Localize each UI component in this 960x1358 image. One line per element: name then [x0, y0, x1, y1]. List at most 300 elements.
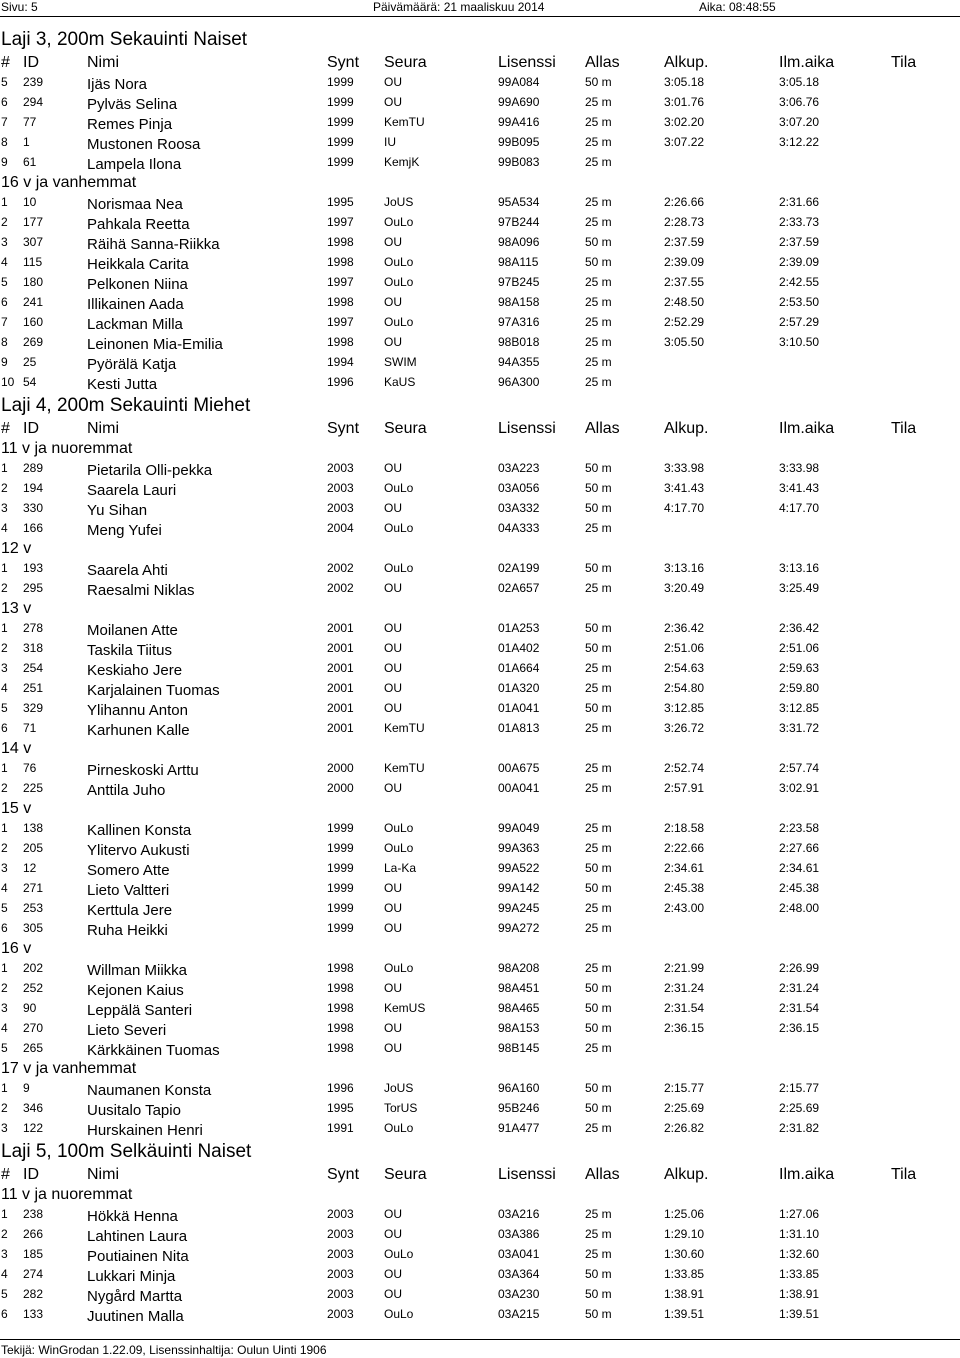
- original-time: 3:26.72: [664, 721, 705, 735]
- pool-length: 25 m: [585, 355, 612, 369]
- swimmer-name: Nygård Martta: [87, 1288, 183, 1305]
- club: KemUS: [384, 1001, 426, 1015]
- pool-length: 50 m: [585, 1287, 612, 1301]
- entry-rank: 3: [1, 1247, 8, 1261]
- entry-rank: 4: [1, 1267, 8, 1281]
- birth-year: 2001: [327, 681, 354, 695]
- club: OuLo: [384, 1307, 414, 1321]
- entry-rank: 3: [1, 1001, 8, 1015]
- entry-rank: 4: [1, 521, 8, 535]
- entry-id: 138: [23, 821, 44, 835]
- column-header-4: Synt: [327, 1166, 360, 1183]
- club: OU: [384, 1021, 402, 1035]
- club: SWIM: [384, 355, 417, 369]
- entry-time: 2:31.54: [779, 1001, 820, 1015]
- club: OuLo: [384, 521, 414, 535]
- entry-time: 2:53.50: [779, 295, 820, 309]
- license: 03A364: [498, 1267, 540, 1281]
- license: 99A363: [498, 841, 540, 855]
- entry-time: 2:57.74: [779, 761, 820, 775]
- entry-time: 2:33.73: [779, 215, 820, 229]
- license: 03A056: [498, 481, 540, 495]
- pool-length: 25 m: [585, 921, 612, 935]
- swimmer-name: Leinonen Mia-Emilia: [87, 336, 223, 353]
- swimmer-name: Ylihannu Anton: [87, 702, 188, 719]
- entry-id: 133: [23, 1307, 44, 1321]
- birth-year: 1998: [327, 295, 354, 309]
- pool-length: 25 m: [585, 195, 612, 209]
- pool-length: 50 m: [585, 621, 612, 635]
- license: 97B244: [498, 215, 540, 229]
- entry-id: 115: [23, 255, 43, 269]
- entry-time: 2:31.82: [779, 1121, 820, 1135]
- pool-length: 25 m: [585, 275, 612, 289]
- pool-length: 25 m: [585, 115, 612, 129]
- entry-rank: 2: [1, 781, 8, 795]
- column-header-2: ID: [23, 54, 39, 71]
- original-time: 2:34.61: [664, 861, 705, 875]
- column-header-5: Seura: [384, 1166, 427, 1183]
- swimmer-name: Juutinen Malla: [87, 1308, 184, 1325]
- entry-row: [0, 1205, 960, 1225]
- pool-length: 25 m: [585, 901, 612, 915]
- license: 99A690: [498, 95, 540, 109]
- swimmer-name: Kejonen Kaius: [87, 982, 184, 999]
- entry-row: [0, 659, 960, 679]
- club: OU: [384, 1287, 402, 1301]
- pool-length: 25 m: [585, 335, 612, 349]
- entry-row: [0, 1039, 960, 1059]
- entry-id: 295: [23, 581, 44, 595]
- license: 01A320: [498, 681, 540, 695]
- birth-year: 1996: [327, 1081, 354, 1095]
- birth-year: 2001: [327, 701, 354, 715]
- birth-year: 1997: [327, 315, 354, 329]
- entry-time: 2:48.00: [779, 901, 820, 915]
- license: 03A041: [498, 1247, 540, 1261]
- entry-id: 61: [23, 155, 37, 169]
- pool-length: 25 m: [585, 215, 612, 229]
- entry-rank: 6: [1, 295, 8, 309]
- entry-id: 265: [23, 1041, 44, 1055]
- club: OU: [384, 461, 402, 475]
- swimmer-name: Anttila Juho: [87, 782, 166, 799]
- swimmer-name: Saarela Lauri: [87, 482, 177, 499]
- license: 00A675: [498, 761, 540, 775]
- swimmer-name: Illikainen Aada: [87, 296, 184, 313]
- entry-time: 2:42.55: [779, 275, 820, 289]
- entry-time: 1:39.51: [779, 1307, 820, 1321]
- club: OU: [384, 1227, 402, 1241]
- entry-row: [0, 639, 960, 659]
- birth-year: 1999: [327, 821, 354, 835]
- license: 02A199: [498, 561, 540, 575]
- entry-rank: 2: [1, 215, 8, 229]
- swimmer-name: Hurskainen Henri: [87, 1122, 203, 1139]
- entry-time: 2:25.69: [779, 1101, 820, 1115]
- pool-length: 25 m: [585, 721, 612, 735]
- event-title: Laji 5, 100m Selkäuinti Naiset: [1, 1141, 252, 1162]
- club: OU: [384, 621, 402, 635]
- swimmer-name: Kallinen Konsta: [87, 822, 192, 839]
- birth-year: 1997: [327, 215, 354, 229]
- original-time: 1:29.10: [664, 1227, 705, 1241]
- pool-length: 50 m: [585, 561, 612, 575]
- column-header-2: ID: [23, 420, 39, 437]
- original-time: 1:33.85: [664, 1267, 705, 1281]
- entry-rank: 1: [1, 1081, 8, 1095]
- original-time: 2:26.82: [664, 1121, 705, 1135]
- birth-year: 2003: [327, 1227, 354, 1241]
- club: OU: [384, 921, 402, 935]
- entry-id: 282: [23, 1287, 44, 1301]
- birth-year: 2000: [327, 761, 354, 775]
- birth-year: 1999: [327, 921, 354, 935]
- entry-row: [0, 233, 960, 253]
- license: 01A402: [498, 641, 540, 655]
- pool-length: 50 m: [585, 255, 612, 269]
- original-time: 2:39.09: [664, 255, 705, 269]
- birth-year: 1999: [327, 75, 354, 89]
- entry-id: 9: [23, 1081, 30, 1095]
- license: 98A208: [498, 961, 540, 975]
- entry-id: 241: [23, 295, 44, 309]
- birth-year: 2003: [327, 1267, 354, 1281]
- entry-id: 177: [23, 215, 44, 229]
- entry-row: [0, 133, 960, 153]
- license: 94A355: [498, 355, 540, 369]
- entry-rank: 5: [1, 275, 8, 289]
- header-divider: [0, 16, 960, 17]
- license: 95B246: [498, 1101, 540, 1115]
- entry-row: [0, 73, 960, 93]
- birth-year: 1998: [327, 235, 354, 249]
- event-title: Laji 3, 200m Sekauinti Naiset: [1, 29, 248, 50]
- pool-length: 50 m: [585, 501, 612, 515]
- entry-time: 3:12.85: [779, 701, 820, 715]
- entry-rank: 10: [1, 375, 15, 389]
- original-time: 2:22.66: [664, 841, 705, 855]
- swimmer-name: Lieto Severi: [87, 1022, 167, 1039]
- original-time: 3:13.16: [664, 561, 705, 575]
- original-time: 4:17.70: [664, 501, 705, 515]
- entry-time: 2:51.06: [779, 641, 820, 655]
- club: KaUS: [384, 375, 416, 389]
- license: 03A332: [498, 501, 540, 515]
- birth-year: 1998: [327, 1001, 354, 1015]
- license: 03A215: [498, 1307, 540, 1321]
- pool-length: 50 m: [585, 861, 612, 875]
- entry-rank: 6: [1, 1307, 8, 1321]
- original-time: 2:57.91: [664, 781, 705, 795]
- entry-rank: 2: [1, 581, 8, 595]
- license: 99A245: [498, 901, 540, 915]
- entry-id: 193: [23, 561, 44, 575]
- entry-time: 2:45.38: [779, 881, 820, 895]
- entry-row: [0, 113, 960, 133]
- entry-time: 3:41.43: [779, 481, 820, 495]
- birth-year: 1999: [327, 861, 354, 875]
- pool-length: 25 m: [585, 821, 612, 835]
- print-time: Aika: 08:48:55: [699, 0, 776, 14]
- column-header-2: ID: [23, 1166, 39, 1183]
- swimmer-name: Poutiainen Nita: [87, 1248, 189, 1265]
- pool-length: 25 m: [585, 521, 612, 535]
- birth-year: 2003: [327, 1247, 354, 1261]
- entry-row: [0, 1305, 960, 1325]
- club: JoUS: [384, 1081, 414, 1095]
- entry-id: 307: [23, 235, 44, 249]
- entry-id: 225: [23, 781, 44, 795]
- entry-time: 2:27.66: [779, 841, 820, 855]
- entry-row: [0, 1285, 960, 1305]
- age-group-label: 12 v: [1, 540, 32, 557]
- column-header-7: Allas: [585, 420, 620, 437]
- license: 99A416: [498, 115, 540, 129]
- club: OU: [384, 881, 402, 895]
- pool-length: 25 m: [585, 1121, 612, 1135]
- license: 03A230: [498, 1287, 540, 1301]
- entry-row: [0, 373, 960, 393]
- club: OU: [384, 1267, 402, 1281]
- entry-id: 122: [23, 1121, 44, 1135]
- entry-id: 238: [23, 1207, 44, 1221]
- license: 98A465: [498, 1001, 540, 1015]
- column-header-3: Nimi: [87, 420, 119, 437]
- entry-id: 202: [23, 961, 44, 975]
- license: 98A096: [498, 235, 540, 249]
- entry-id: 160: [23, 315, 44, 329]
- club: OuLo: [384, 481, 414, 495]
- club: OU: [384, 335, 402, 349]
- license: 99A049: [498, 821, 540, 835]
- entry-rank: 2: [1, 841, 8, 855]
- age-group-label: 13 v: [1, 600, 32, 617]
- club: OuLo: [384, 275, 414, 289]
- swimmer-name: Pahkala Reetta: [87, 216, 190, 233]
- license: 01A813: [498, 721, 540, 735]
- birth-year: 1998: [327, 1041, 354, 1055]
- entry-row: [0, 1079, 960, 1099]
- swimmer-name: Uusitalo Tapio: [87, 1102, 181, 1119]
- entry-rank: 5: [1, 75, 8, 89]
- original-time: 1:25.06: [664, 1207, 705, 1221]
- original-time: 2:37.59: [664, 235, 705, 249]
- entry-id: 253: [23, 901, 44, 915]
- column-header-1: #: [1, 54, 10, 71]
- pool-length: 25 m: [585, 1227, 612, 1241]
- entry-rank: 4: [1, 681, 8, 695]
- pool-length: 25 m: [585, 1247, 612, 1261]
- club: OU: [384, 95, 402, 109]
- license: 03A223: [498, 461, 540, 475]
- entry-rank: 3: [1, 501, 8, 515]
- license: 96A300: [498, 375, 540, 389]
- birth-year: 1999: [327, 155, 354, 169]
- entry-row: [0, 1265, 960, 1285]
- entry-rank: 2: [1, 641, 8, 655]
- pool-length: 25 m: [585, 295, 612, 309]
- swimmer-name: Kesti Jutta: [87, 376, 158, 393]
- entry-rank: 1: [1, 961, 8, 975]
- license: 97B245: [498, 275, 540, 289]
- age-group-label: 16 v ja vanhemmat: [1, 174, 137, 191]
- entry-rank: 2: [1, 481, 8, 495]
- entry-time: 2:59.80: [779, 681, 820, 695]
- entry-rank: 3: [1, 861, 8, 875]
- birth-year: 1998: [327, 1021, 354, 1035]
- birth-year: 2002: [327, 561, 354, 575]
- pool-length: 50 m: [585, 1001, 612, 1015]
- club: OuLo: [384, 841, 414, 855]
- license: 95A534: [498, 195, 540, 209]
- club: OuLo: [384, 1121, 414, 1135]
- club: OU: [384, 1207, 402, 1221]
- license: 98A153: [498, 1021, 540, 1035]
- entry-rank: 4: [1, 881, 8, 895]
- age-group-label: 11 v ja nuoremmat: [1, 440, 133, 457]
- entry-rank: 9: [1, 355, 8, 369]
- entry-rank: 4: [1, 255, 8, 269]
- entry-time: 3:25.49: [779, 581, 820, 595]
- entry-id: 25: [23, 355, 37, 369]
- entry-row: [0, 273, 960, 293]
- entry-row: [0, 479, 960, 499]
- column-header-10: Tila: [891, 54, 917, 71]
- pool-length: 50 m: [585, 641, 612, 655]
- birth-year: 1998: [327, 981, 354, 995]
- entry-id: 180: [23, 275, 44, 289]
- club: OU: [384, 981, 402, 995]
- club: IU: [384, 135, 396, 149]
- club: KemTU: [384, 115, 425, 129]
- entry-row: [0, 879, 960, 899]
- entry-rank: 8: [1, 135, 8, 149]
- entry-row: [0, 1099, 960, 1119]
- entry-row: [0, 313, 960, 333]
- swimmer-name: Willman Miikka: [87, 962, 188, 979]
- original-time: 2:52.74: [664, 761, 705, 775]
- entry-time: 2:34.61: [779, 861, 820, 875]
- club: La-Ka: [384, 861, 417, 875]
- entry-time: 2:23.58: [779, 821, 820, 835]
- entry-row: [0, 353, 960, 373]
- entry-row: [0, 719, 960, 739]
- original-time: 2:31.24: [664, 981, 705, 995]
- original-time: 3:01.76: [664, 95, 705, 109]
- entry-row: [0, 213, 960, 233]
- entry-row: [0, 253, 960, 273]
- birth-year: 1999: [327, 901, 354, 915]
- entry-id: 71: [23, 721, 37, 735]
- entry-row: [0, 819, 960, 839]
- results-document: [0, 27, 960, 1325]
- entry-rank: 3: [1, 661, 8, 675]
- swimmer-name: Räihä Sanna-Riikka: [87, 236, 220, 253]
- license: 01A041: [498, 701, 540, 715]
- license: 99A142: [498, 881, 540, 895]
- entry-time: 2:57.29: [779, 315, 820, 329]
- license: 98A451: [498, 981, 540, 995]
- entry-id: 346: [23, 1101, 44, 1115]
- entry-time: 2:37.59: [779, 235, 820, 249]
- swimmer-name: Karjalainen Tuomas: [87, 682, 220, 699]
- entry-time: 1:27.06: [779, 1207, 820, 1221]
- original-time: 2:18.58: [664, 821, 705, 835]
- entry-id: 305: [23, 921, 44, 935]
- license: 96A160: [498, 1081, 540, 1095]
- pool-length: 25 m: [585, 961, 612, 975]
- column-header-8: Alkup.: [664, 420, 709, 437]
- original-time: 2:25.69: [664, 1101, 705, 1115]
- entry-id: 278: [23, 621, 44, 635]
- entry-row: [0, 699, 960, 719]
- entry-row: [0, 193, 960, 213]
- entry-rank: 2: [1, 1101, 8, 1115]
- original-time: 3:41.43: [664, 481, 705, 495]
- column-header-1: #: [1, 1166, 10, 1183]
- original-time: 2:43.00: [664, 901, 705, 915]
- entry-row: [0, 959, 960, 979]
- birth-year: 1991: [327, 1121, 354, 1135]
- pool-length: 25 m: [585, 661, 612, 675]
- page-footer: Tekijä: WinGrodan 1.22.09, Lisenssinhaltija: Oulun Uinti 1906: [1, 1343, 327, 1357]
- age-group-label: 15 v: [1, 800, 32, 817]
- pool-length: 50 m: [585, 701, 612, 715]
- column-header-8: Alkup.: [664, 54, 709, 71]
- pool-length: 50 m: [585, 981, 612, 995]
- original-time: 2:21.99: [664, 961, 705, 975]
- club: OuLo: [384, 1247, 414, 1261]
- original-time: 1:30.60: [664, 1247, 705, 1261]
- swimmer-name: Ylitervo Aukusti: [87, 842, 190, 859]
- original-time: 2:37.55: [664, 275, 705, 289]
- swimmer-name: Kerttula Jere: [87, 902, 173, 919]
- pool-length: 50 m: [585, 75, 612, 89]
- pool-length: 50 m: [585, 1101, 612, 1115]
- swimmer-name: Leppälä Santeri: [87, 1002, 193, 1019]
- pool-length: 50 m: [585, 481, 612, 495]
- pool-length: 25 m: [585, 155, 612, 169]
- birth-year: 1998: [327, 961, 354, 975]
- swimmer-name: Raesalmi Niklas: [87, 582, 195, 599]
- pool-length: 50 m: [585, 1307, 612, 1321]
- original-time: 2:54.63: [664, 661, 705, 675]
- column-header-10: Tila: [891, 1166, 917, 1183]
- birth-year: 1999: [327, 95, 354, 109]
- club: OU: [384, 661, 402, 675]
- license: 99A272: [498, 921, 540, 935]
- birth-year: 1995: [327, 195, 354, 209]
- birth-year: 2003: [327, 481, 354, 495]
- entry-time: 3:02.91: [779, 781, 820, 795]
- club: OuLo: [384, 961, 414, 975]
- birth-year: 2001: [327, 721, 354, 735]
- entry-rank: 1: [1, 821, 8, 835]
- pool-length: 25 m: [585, 781, 612, 795]
- original-time: 2:15.77: [664, 1081, 705, 1095]
- entry-id: 266: [23, 1227, 44, 1241]
- column-header-row: [0, 1165, 960, 1185]
- column-header-7: Allas: [585, 1166, 620, 1183]
- pool-length: 50 m: [585, 1267, 612, 1281]
- entry-rank: 3: [1, 1121, 8, 1135]
- original-time: 3:12.85: [664, 701, 705, 715]
- pool-length: 50 m: [585, 1021, 612, 1035]
- original-time: 3:07.22: [664, 135, 705, 149]
- entry-rank: 6: [1, 921, 8, 935]
- entry-time: 3:31.72: [779, 721, 820, 735]
